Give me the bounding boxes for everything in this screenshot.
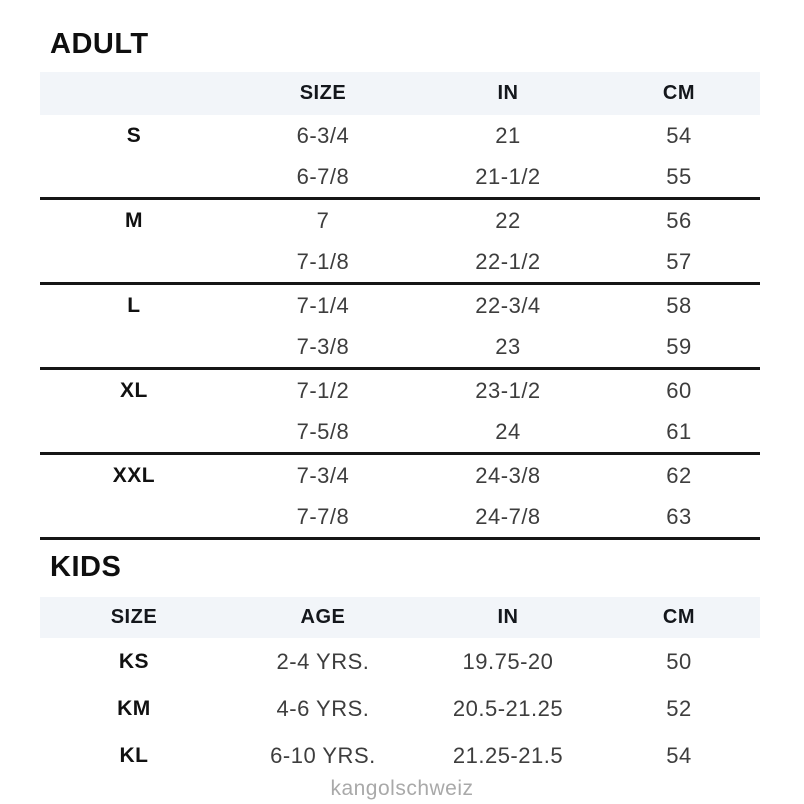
hat-size-cell: 7 <box>316 207 330 233</box>
table-row <box>40 411 760 452</box>
inches-cell: 21.25-21.5 <box>452 742 564 768</box>
hat-size-cell: 7-1/2 <box>296 377 350 403</box>
adult-size-group-xl <box>40 370 760 455</box>
adult-size-group-s <box>40 115 760 200</box>
table-row <box>40 370 760 411</box>
adult-header-size: SIZE <box>299 82 347 104</box>
table-row <box>40 732 760 779</box>
table-row <box>40 685 760 732</box>
table-row <box>40 241 760 282</box>
cm-cell: 58 <box>666 292 692 318</box>
inches-cell: 24-7/8 <box>475 503 541 529</box>
cm-cell: 56 <box>666 207 692 233</box>
age-cell: 4-6 YRS. <box>276 695 370 721</box>
adult-size-group-xxl <box>40 455 760 540</box>
table-row <box>40 156 760 197</box>
kids-table-header <box>40 597 760 638</box>
hat-size-cell: 7-5/8 <box>296 418 350 444</box>
kids-section-heading: KIDS <box>50 551 122 583</box>
age-cell: 2-4 YRS. <box>276 648 370 674</box>
table-row <box>40 455 760 496</box>
cm-cell: 63 <box>666 503 692 529</box>
size-label: L <box>127 293 141 317</box>
table-row <box>40 115 760 156</box>
cm-cell: 60 <box>666 377 692 403</box>
size-label: XXL <box>112 463 156 487</box>
kids-header-cm: CM <box>662 606 696 628</box>
hat-size-cell: 6-3/4 <box>296 122 350 148</box>
size-label: XL <box>120 378 148 402</box>
adult-size-group-l <box>40 285 760 370</box>
inches-cell: 19.75-20 <box>462 648 554 674</box>
adult-header-in: IN <box>497 82 519 104</box>
cm-cell: 50 <box>666 648 692 674</box>
adult-table-header <box>40 72 760 115</box>
size-label: KS <box>118 649 150 673</box>
adult-section-heading: ADULT <box>50 28 149 60</box>
kids-header-in: IN <box>497 606 519 628</box>
cm-cell: 57 <box>666 248 692 274</box>
inches-cell: 22 <box>495 207 521 233</box>
inches-cell: 23-1/2 <box>475 377 541 403</box>
adult-size-table <box>40 72 760 540</box>
hat-size-cell: 7-1/8 <box>296 248 350 274</box>
table-row <box>40 638 760 685</box>
cm-cell: 62 <box>666 462 692 488</box>
size-label: M <box>124 208 143 232</box>
hat-size-cell: 7-1/4 <box>296 292 350 318</box>
adult-header-cm: CM <box>662 82 696 104</box>
cm-cell: 54 <box>666 122 692 148</box>
watermark-text: kangolschweiz <box>330 777 474 800</box>
kids-header-age: AGE <box>300 606 346 628</box>
inches-cell: 20.5-21.25 <box>452 695 564 721</box>
size-label: KL <box>119 743 149 767</box>
cm-cell: 59 <box>666 333 692 359</box>
adult-size-group-m <box>40 200 760 285</box>
table-row <box>40 200 760 241</box>
inches-cell: 24 <box>495 418 521 444</box>
size-label: S <box>126 123 142 147</box>
kids-header-size: SIZE <box>110 606 158 628</box>
hat-size-cell: 7-3/4 <box>296 462 350 488</box>
cm-cell: 54 <box>666 742 692 768</box>
inches-cell: 23 <box>495 333 521 359</box>
size-label: KM <box>117 696 151 720</box>
age-cell: 6-10 YRS. <box>270 742 376 768</box>
cm-cell: 52 <box>666 695 692 721</box>
cm-cell: 61 <box>666 418 692 444</box>
hat-size-cell: 7-7/8 <box>296 503 350 529</box>
cm-cell: 55 <box>666 163 692 189</box>
table-row <box>40 326 760 367</box>
inches-cell: 21-1/2 <box>475 163 541 189</box>
hat-size-cell: 6-7/8 <box>296 163 350 189</box>
hat-size-cell: 7-3/8 <box>296 333 350 359</box>
inches-cell: 22-3/4 <box>475 292 541 318</box>
table-row <box>40 496 760 537</box>
inches-cell: 22-1/2 <box>475 248 541 274</box>
kids-size-table <box>40 597 760 779</box>
table-row <box>40 285 760 326</box>
inches-cell: 21 <box>495 122 521 148</box>
inches-cell: 24-3/8 <box>475 462 541 488</box>
